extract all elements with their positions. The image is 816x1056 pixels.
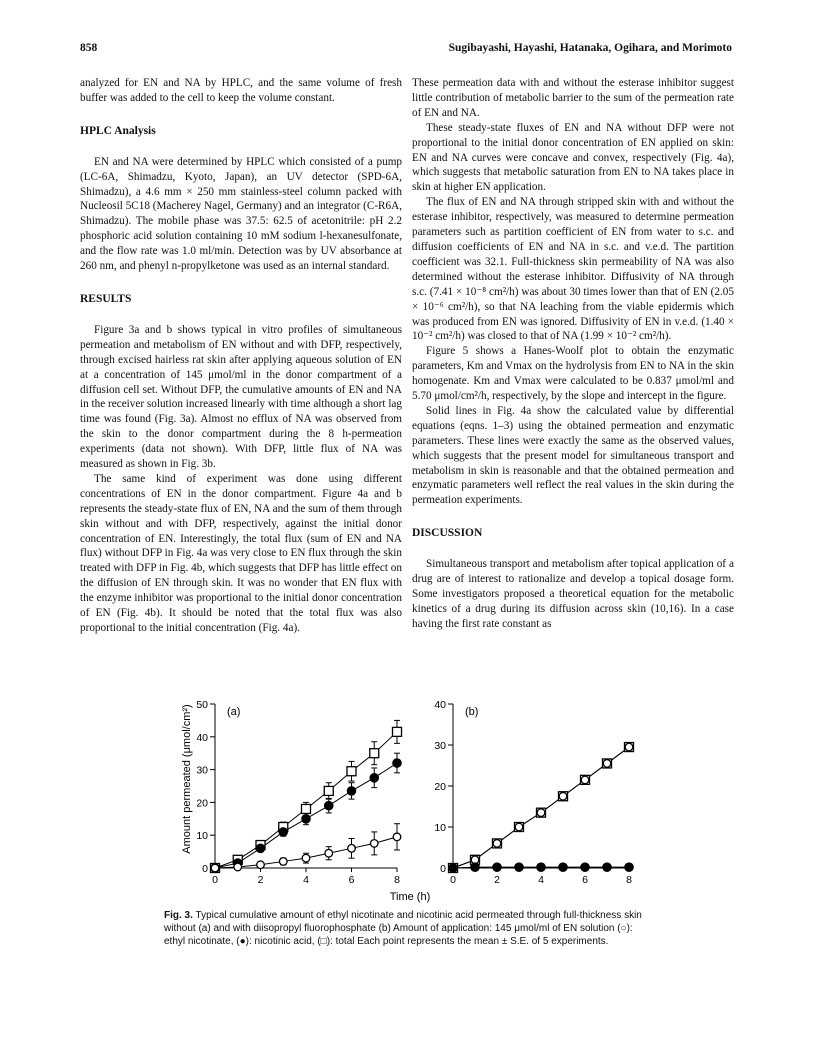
panel-a-point-total <box>324 786 333 795</box>
panel-a-x-tick-label: 8 <box>394 874 400 886</box>
figure-3-svg <box>180 686 650 904</box>
panel-b-x-tick-label: 2 <box>494 874 500 886</box>
panel-b-x-tick-label: 8 <box>626 874 632 886</box>
right-paragraph-1: These permeation data with and without the esterase inhibitor suggest little contribution of metabolic barrier to the sum of the permeation rate of EN and NA. <box>412 77 734 119</box>
results-paragraph-2: The same kind of experiment was done using different concentrations of EN in the donor compartment. Figure 4a and b represents the steady-state flux of EN, NA and the sum of them through skin without and with DFP, respectively, against the initial donor concentration of EN. Interestingly, the total flux (sum of EN and NA flux) without DFP in Fig. 4a was very close to EN flux through the skin treated with DFP in Fig. 4b, which suggests that DFP has little effect on the diffusion of EN through skin. It was no wonder that EN flux with the enzyme inhibitor was proportional to the initial donor concentration of EN (Fig. 4b). It should be noted that the total flux was also proportional to the initial concentration (Fig. 4a). <box>80 472 402 634</box>
hplc-heading: HPLC Analysis <box>80 124 156 137</box>
panel-a-point-total <box>393 727 402 736</box>
panel-b-y-tick-label: 40 <box>434 699 446 711</box>
caption-label: Fig. 3. <box>164 910 193 921</box>
panel-a-y-tick-label: 30 <box>196 764 208 777</box>
panel-a-y-tick-label: 0 <box>202 863 208 875</box>
figure-3 <box>180 686 650 904</box>
page-number: 858 <box>80 42 98 54</box>
panel-b-point-nicotinic-acid <box>449 864 458 873</box>
panel-a-x-tick-label: 4 <box>303 874 309 886</box>
panel-a-y-tick-label: 10 <box>196 830 208 843</box>
panel-a-y-tick-label: 50 <box>196 699 208 711</box>
panel-b-point-ethyl-nicotinate <box>493 840 501 848</box>
panel-a-point-ethyl-nicotinate <box>257 861 265 869</box>
panel-b-point-nicotinic-acid <box>559 863 568 872</box>
results-paragraph-1: Figure 3a and b shows typical in vitro profiles of simultaneous permeation and metabolism of EN without and with DFP, respectively, through excised hairless rat skin after applying aqueous solution of EN at a concentration of 145 μmol/ml in the donor compartment of a diffusion cell set. Without DFP, the cumulative amounts of EN and NA in the receiver solution increased linearly with time although a short lag time was found (Fig. 3a). Almost no efflux of NA was observed from the skin to the donor compartment during the 8 h-permeation experiments (data not shown). With DFP, little flux of NA was measured as shown in Fig. 3b. <box>80 323 402 471</box>
panel-a-point-nicotinic-acid <box>324 801 333 810</box>
shared-xlabel: Time (h) <box>389 891 431 903</box>
panel-b-y-tick-label: 10 <box>434 822 446 834</box>
panel-a-point-ethyl-nicotinate <box>370 840 378 848</box>
caption-text: Typical cumulative amount of ethyl nicotinate and nicotinic acid permeated through full-thickness skin without (a) and with diisopropyl fluorophosphate (b) Amount of application: 145 μmol/ml of EN solution (○): ethyl nicotinate, (●): nicotinic acid, (□): total Each point represents the mean ± S.E. of 5 experiments. <box>164 910 642 947</box>
panel-b-point-nicotinic-acid <box>625 863 634 872</box>
panel-b-point-ethyl-nicotinate <box>515 823 523 831</box>
panel-a-x-tick-label: 2 <box>257 874 264 886</box>
panel-b-point-nicotinic-acid <box>493 863 502 872</box>
figure-caption <box>164 909 652 948</box>
panel-a-point-ethyl-nicotinate <box>325 849 333 857</box>
panel-b-x-tick-label: 0 <box>450 874 456 886</box>
running-header-authors: Sugibayashi, Hayashi, Hatanaka, Ogihara, and Morimoto <box>448 42 732 54</box>
panel-a-point-ethyl-nicotinate <box>302 854 310 862</box>
panel-a-x-tick-label: 0 <box>212 874 218 886</box>
right-column <box>412 76 734 632</box>
panel-a-point-ethyl-nicotinate <box>348 845 356 853</box>
panel-a-point-ethyl-nicotinate <box>279 858 287 866</box>
panel-b-x-tick-label: 6 <box>582 874 588 886</box>
panel-b-point-nicotinic-acid <box>603 863 612 872</box>
panel-a-y-tick-label: 20 <box>196 797 208 810</box>
panel-b-y-tick-label: 20 <box>434 781 446 793</box>
panel-a-point-nicotinic-acid <box>370 774 379 783</box>
panel-b-point-nicotinic-acid <box>581 863 590 872</box>
panel-a-point-total <box>302 804 311 813</box>
right-paragraph-4: Figure 5 shows a Hanes-Woolf plot to obtain the enzymatic parameters, Km and Vmax on the hydrolysis from EN to NA in the skin homogenate. Km and Vmax were calculated to be 0.837 μmol/ml and 5.70 μmol/cm²/h, respectively, by the slope and intercept in the figure. <box>412 345 734 403</box>
panel-a-point-nicotinic-acid <box>347 787 356 796</box>
panel-a-point-total <box>370 749 379 758</box>
panel-b-point-nicotinic-acid <box>537 863 546 872</box>
panel-a-point-total <box>347 767 356 776</box>
panel-a-point-nicotinic-acid <box>256 844 265 853</box>
panel-b-point-nicotinic-acid <box>515 863 524 872</box>
right-paragraph-5: Solid lines in Fig. 4a show the calculated value by differential equations (eqns. 1–3) using the obtained permeation and enzymatic parameters. These lines were exactly the same as the observed values, which suggests that the present model for simultaneous transport and metabolism in skin is reasonable and that the obtained permeation and enzymatic parameters well reflect the real values in the skin during the permeation experiments. <box>412 404 734 507</box>
panel-a-ylabel: Amount permeated (μmol/cm²) <box>181 704 193 854</box>
panel-b-point-nicotinic-acid <box>471 863 480 872</box>
panel-a-y-tick-label: 40 <box>196 731 208 744</box>
panel-a-point-ethyl-nicotinate <box>393 833 401 841</box>
panel-a-point-ethyl-nicotinate <box>211 864 219 872</box>
panel-b-point-ethyl-nicotinate <box>581 776 589 784</box>
panel-b-point-ethyl-nicotinate <box>603 760 611 768</box>
right-paragraph-2: These steady-state fluxes of EN and NA without DFP were not proportional to the initial donor concentration of EN applied on skin: EN and NA curves were concave and convex, respectively (Fig. 4a), which suggests that metabolic saturation from EN to NA takes place in skin at higher EN application. <box>412 121 734 194</box>
discussion-paragraph: Simultaneous transport and metabolism after topical application of a drug are of interest to rationalize and develop a topical dosage form. Some investigators proposed a theoretical equation for the metabolic kinetics of a drug during its diffusion across skin (10,16). In a case having the first rate constant as <box>412 558 734 630</box>
panel-a-point-ethyl-nicotinate <box>234 863 242 871</box>
panel-b-point-ethyl-nicotinate <box>537 809 545 817</box>
panel-b-point-ethyl-nicotinate <box>559 792 567 800</box>
hplc-paragraph: EN and NA were determined by HPLC which consisted of a pump (LC-6A, Shimadzu, Kyoto, Japan), an UV detector (SPD-6A, Shimadzu), a 4.6 mm × 250 mm stainless-steel column packed with Nucleosil 5C18 (Macherey Nagel, Germany) and an integrator (C-R6A, Shimadzu). The mobile phase was 37.5: 62.5 of acetonitrile: pH 2.2 phosphoric acid solution containing 10 mM sodium l-hexanesulfonate, and the flow rate was 1.0 ml/min. Detection was by UV absorbance at 260 nm, and phenyl n-propylketone was used as an internal standard. <box>80 155 402 273</box>
left-column <box>80 76 402 636</box>
panel-a-point-nicotinic-acid <box>302 815 311 824</box>
right-paragraph-3: The flux of EN and NA through stripped skin with and without the esterase inhibitor, respectively, was measured to determine permeation parameters such as partition coefficient of EN from water to s.c. and diffusion coefficients of EN and NA in s.c. and v.e.d. The partition coefficient was 32.1. Full-thickness skin permeability of NA was also determined without the esterase inhibitor. Diffusivity of NA through s.c. (7.41 × 10⁻⁸ cm²/h) was about 30 times lower than that of EN (2.05 × 10⁻⁶ cm²/h), so that NA leaching from the viable epidermis which was produced from EN was ignored. Diffusivity of EN in v.e.d. (1.40 × 10⁻² cm²/h) was closed to that of NA (1.99 × 10⁻² cm²/h). <box>412 196 734 343</box>
discussion-heading: DISCUSSION <box>412 527 483 540</box>
panel-b-point-ethyl-nicotinate <box>625 743 633 751</box>
results-heading: RESULTS <box>80 292 132 305</box>
panel-b-label: (b) <box>465 706 479 718</box>
intro-paragraph: analyzed for EN and NA by HPLC, and the same volume of fresh buffer was added to the cell to keep the volume constant. <box>80 77 402 104</box>
panel-a-point-nicotinic-acid <box>393 759 402 768</box>
panel-b-y-tick-label: 30 <box>434 740 446 752</box>
panel-a-x-tick-label: 6 <box>348 874 355 886</box>
panel-a-label: (a) <box>227 706 241 718</box>
panel-b-x-tick-label: 4 <box>538 874 544 886</box>
panel-a-point-nicotinic-acid <box>279 828 288 837</box>
panel-b-y-tick-label: 0 <box>440 863 446 875</box>
